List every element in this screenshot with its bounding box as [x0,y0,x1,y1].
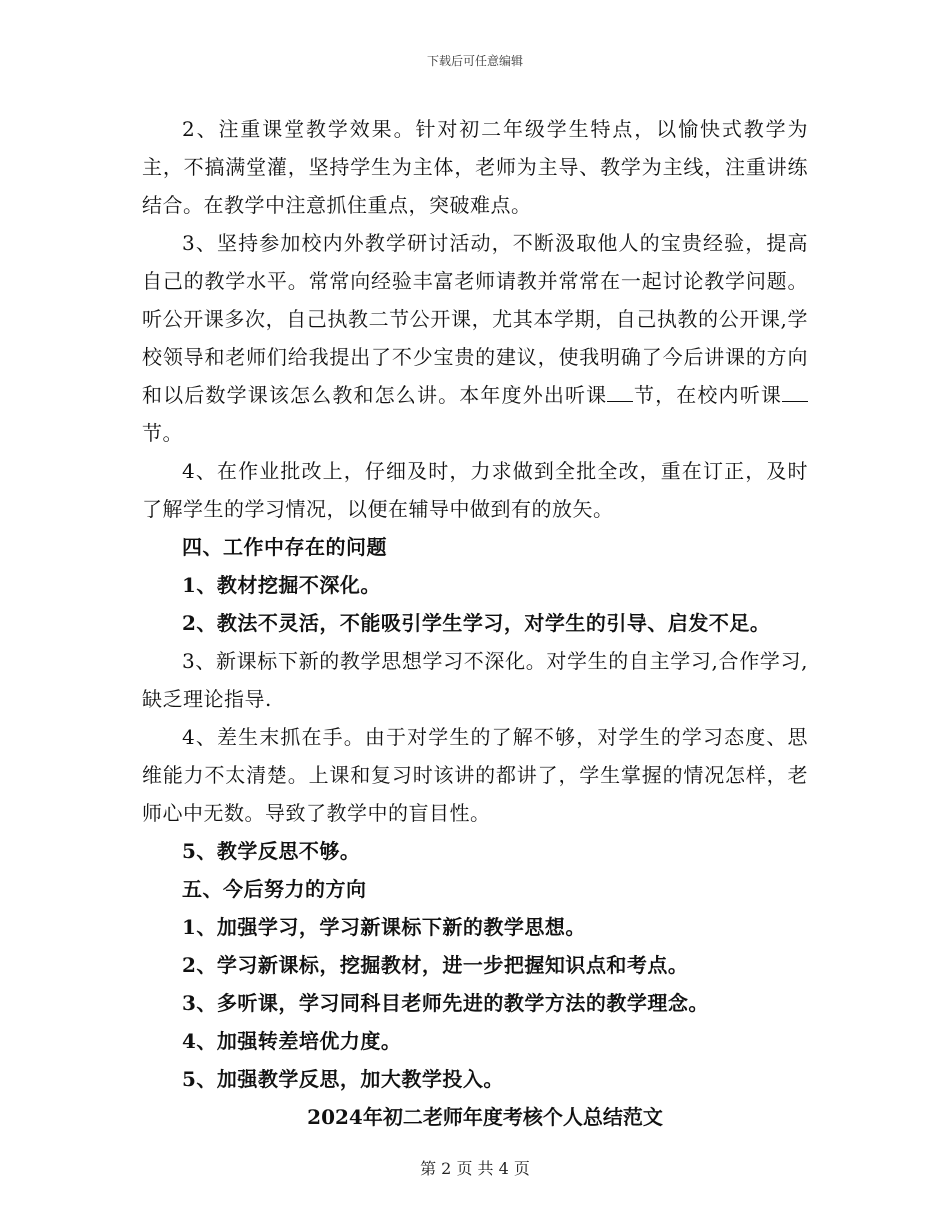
document-body [142,110,808,1136]
blank-inside-lessons [782,383,808,402]
future-item-5: 5、加强教学反思，加大教学投入。 [182,1067,504,1091]
next-document-title: 2024年初二老师年度考核个人总结范文 [307,1105,663,1129]
paragraph-3-research-activities [142,224,808,452]
problem-item-4: 4、差生末抓在手。由于对学生的了解不够，对学生的学习态度、思维能力不太清楚。上课和复习时该讲的都讲了，学生掌握的情况怎样，老师心中无数。导致了教学中的盲目性。 [142,725,808,825]
section-heading-problems: 四、工作中存在的问题 [182,535,387,559]
paragraph-2-classroom-effect: 2、注重课堂教学效果。针对初二年级学生特点，以愉快式教学为主，不搞满堂灌，坚持学生为主体，老师为主导、教学为主线，注重讲练结合。在教学中注意抓住重点，突破难点。 [142,117,808,217]
problem-item-1: 1、教材挖掘不深化。 [182,573,381,597]
future-item-2: 2、学习新课标，挖掘教材，进一步把握知识点和考点。 [182,953,689,977]
paragraph-3-text-c: 节。 [142,421,183,445]
future-item-1: 1、加强学习，学习新课标下新的教学思想。 [182,915,586,939]
problem-item-2: 2、教法不灵活，不能吸引学生学习，对学生的引导、启发不足。 [182,611,771,635]
problem-item-3: 3、新课标下新的教学思想学习不深化。对学生的自主学习,合作学习,缺乏理论指导. [142,649,808,711]
blank-outside-lessons [607,383,633,402]
section-heading-future: 五、今后努力的方向 [182,877,367,901]
paragraph-3-text-b: 节，在校内听课 [633,383,783,407]
page-footer: 第 2 页 共 4 页 [420,1159,530,1178]
page-header: 下载后可任意编辑 [426,54,523,68]
future-item-4: 4、加强转差培优力度。 [182,1029,402,1053]
problem-item-5: 5、教学反思不够。 [182,839,361,863]
paragraph-4-homework: 4、在作业批改上，仔细及时，力求做到全批全改，重在订正，及时了解学生的学习情况，以便在辅导中做到有的放矢。 [142,459,808,521]
future-item-3: 3、多听课，学习同科目老师先进的教学方法的教学理念。 [182,991,709,1015]
paragraph-3-text-a: 3、坚持参加校内外教学研讨活动，不断汲取他人的宝贵经验，提高自己的教学水平。常常向经验丰富老师请教并常常在一起讨论教学问题。听公开课多次，自己执教二节公开课，尤其本学期，自己执教的公开课,学校领导和老师们给我提出了不少宝贵的建议，使我明确了今后讲课的方向和以后数学课该怎么教和怎么讲。本年度外出听课 [142,231,808,407]
